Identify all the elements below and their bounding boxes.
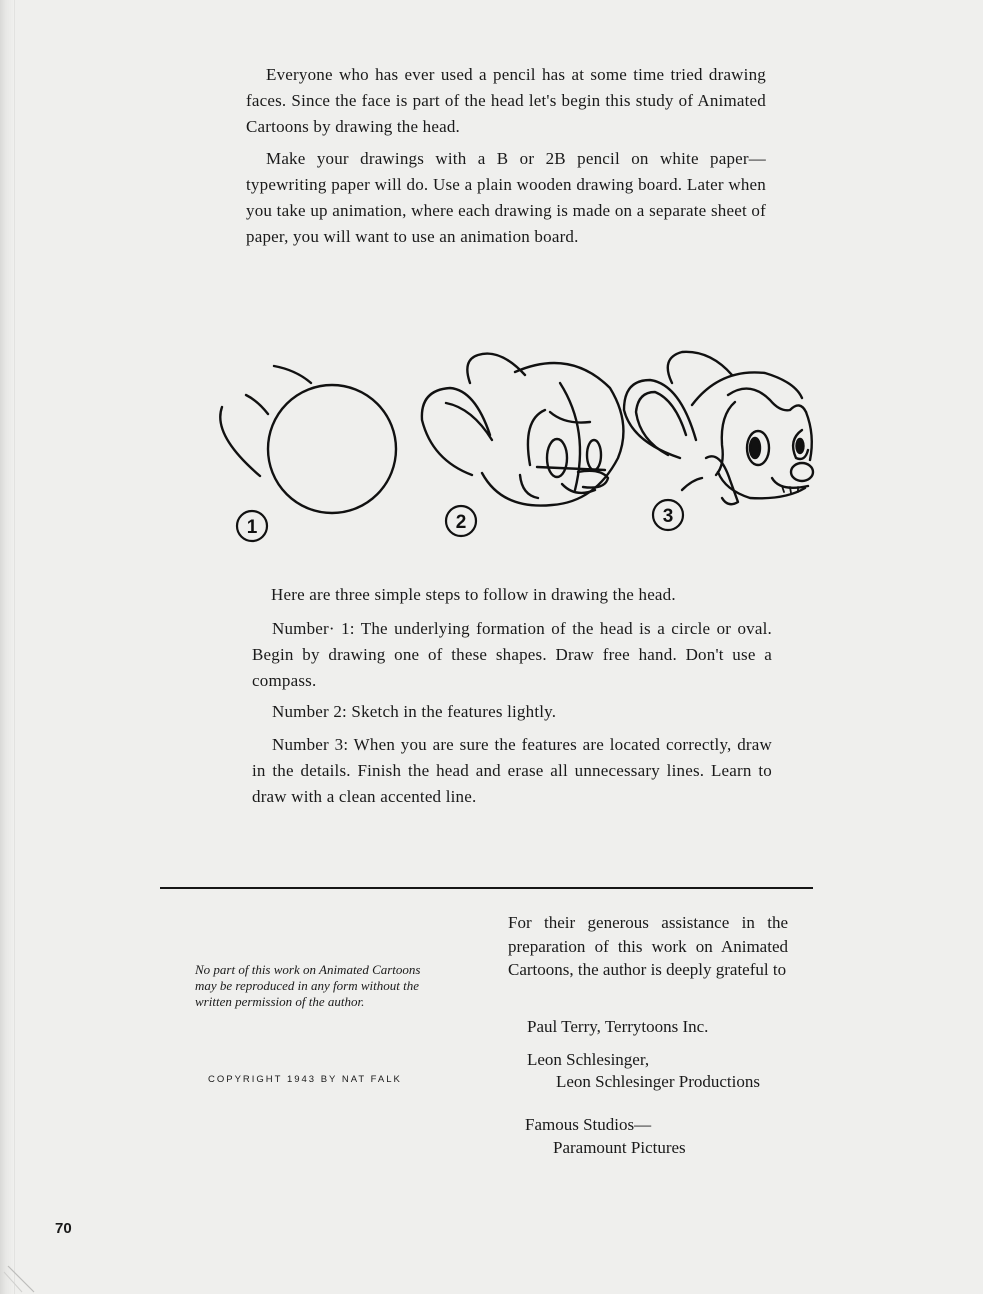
eye-right-pupil [797, 439, 804, 453]
eye-right [587, 440, 601, 470]
page-number: 70 [55, 1220, 72, 1237]
brow-ridge [728, 389, 806, 412]
copyright-line: COPYRIGHT 1943 BY NAT FALK [208, 1074, 402, 1085]
jaw-line [520, 475, 538, 498]
step-3-drawing [624, 352, 813, 504]
intro-paragraph-1: Everyone who has ever used a pencil has at some time tried drawing faces. Since the face is part of the head let's begin this study of Animated Cartoons by drawing the head. [246, 65, 766, 136]
brow-line [550, 412, 590, 423]
ear-guideline-top [274, 366, 311, 383]
credit-leon-schlesinger-company: Leon Schlesinger Productions [556, 1072, 760, 1091]
nose [791, 463, 813, 481]
head-circle [268, 385, 396, 513]
ear-guideline-outer [220, 407, 260, 476]
step-2-badge [446, 506, 476, 536]
eye-left [547, 439, 567, 477]
front-ear-outer [624, 380, 696, 458]
eye-left-pupil [750, 438, 760, 458]
reproduction-notice: No part of this work on Animated Cartoons may be reproduced in any form without the written permission of the author. [195, 962, 421, 1009]
credit-famous-studios-name: Famous Studios— [525, 1115, 652, 1134]
step-1-badge [237, 511, 267, 541]
ear-guideline-inner [246, 395, 268, 414]
step-3-paragraph: Number 3: When you are sure the features are located correctly, draw in the details. Finish the head and erase all unnecessary lines. Learn to draw with a clean accented line. [252, 735, 772, 806]
acknowledgment-intro: For their generous assistance in the preparation of this work on Animated Cartoons, the author is deeply grateful to [508, 913, 788, 979]
page-corner-fold [0, 1262, 40, 1294]
neck-line [682, 478, 702, 490]
step-1-drawing [220, 366, 396, 513]
step-2-badge-number: 2 [455, 512, 467, 533]
step-3-badge [653, 500, 683, 530]
front-ear [422, 388, 490, 475]
footer-divider [160, 887, 813, 889]
step-1-badge-number: 1 [246, 517, 258, 538]
steps-intro-paragraph: Here are three simple steps to follow in drawing the head. [271, 585, 676, 604]
head-drawing-steps-illustration [200, 340, 830, 560]
credit-leon-schlesinger-name: Leon Schlesinger, [527, 1050, 650, 1069]
step-1-paragraph: Number· 1: The underlying formation of the head is a circle or oval. Begin by drawing one of these shapes. Draw free hand. Don't use a compass. [252, 619, 772, 690]
face-left-contour [716, 402, 735, 475]
step-2-drawing [422, 354, 624, 506]
step-2-paragraph: Number 2: Sketch in the features lightly. [272, 702, 557, 721]
step-3-badge-number: 3 [662, 506, 674, 527]
eye-line [537, 467, 605, 470]
intro-paragraph-2: Make your drawings with a B or 2B pencil on white paper—typewriting paper will do. Use a plain wooden drawing board. Later when you take up animation, where each drawing is made on a separate sheet of paper, you will want to use an animation board. [246, 149, 766, 246]
credit-famous-studios-company: Paramount Pictures [553, 1138, 686, 1157]
cheek-line [528, 410, 545, 465]
back-ear [467, 354, 525, 383]
page-binding-edge [0, 0, 15, 1294]
credit-paul-terry: Paul Terry, Terrytoons Inc. [527, 1017, 709, 1036]
